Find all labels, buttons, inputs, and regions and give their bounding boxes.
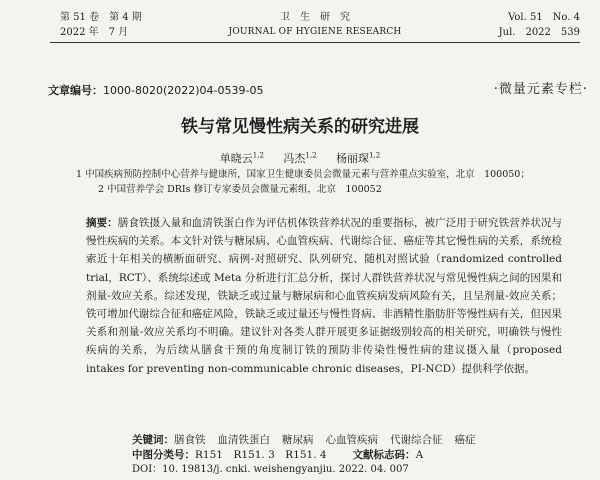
issue-date: 2022 年 7 月 bbox=[60, 27, 129, 38]
doi-label: DOI： bbox=[132, 464, 163, 475]
abstract bbox=[86, 214, 562, 378]
doi bbox=[132, 462, 580, 478]
column-tag: ·微量元素专栏· bbox=[493, 82, 588, 97]
classification-value: R151 R151. 3 R151. 4 bbox=[195, 449, 327, 461]
article-number bbox=[48, 82, 263, 98]
keywords-label: 关键词： bbox=[132, 434, 174, 446]
classification-label: 中图分类号： bbox=[132, 449, 195, 461]
doc-code-value: A bbox=[415, 449, 424, 461]
keyword: 糖尿病 bbox=[282, 434, 314, 446]
article-number-label: 文章编号： bbox=[48, 84, 103, 97]
affiliation: 1 中国疾病预防控制中心营养与健康所，国家卫生健康委员会微量元素与营养重点实验室，北京 100050； bbox=[76, 169, 530, 180]
abstract-label: 摘要： bbox=[86, 217, 118, 229]
author: 冯杰$^{1,2}$ bbox=[283, 151, 317, 165]
doc-code-label: 文献标志码： bbox=[352, 449, 416, 461]
vol-no: Vol. 51 No. 4 bbox=[508, 12, 580, 23]
author: 单晓云$^{1,2}$ bbox=[219, 151, 264, 165]
author-list bbox=[0, 150, 600, 166]
header-right bbox=[499, 10, 580, 40]
journal-title-en: JOURNAL OF HYGIENE RESEARCH bbox=[228, 27, 402, 37]
keyword: 膳食铁 bbox=[174, 434, 206, 446]
article-title: 铁与常见慢性病关系的研究进展 bbox=[181, 117, 419, 137]
keyword: 癌症 bbox=[454, 434, 476, 446]
month-page: Jul. 2022 539 bbox=[498, 27, 580, 38]
running-header bbox=[50, 10, 580, 50]
article-number-value: 1000-8020(2022)04-0539-05 bbox=[103, 84, 264, 97]
keywords bbox=[132, 432, 580, 448]
volume-issue: 第 51 卷 第 4 期 bbox=[60, 12, 142, 23]
abstract-text: 膳食铁摄入量和血清铁蛋白作为评估机体铁营养状况的重要指标，被广泛用于研究铁营养状况与慢性疾病的关系。本文针对铁与糖尿病、心血管疾病、代谢综合征、癌症等其它慢性病的关系，系统检索近十年相关的横断面研究、病例-对照研究、队列研究、随机对照试验（randomized controlled trial，RCT）、系统综述或 Meta 分析进行汇总分析，探讨人群铁营养状况与常见慢性病之间的因果和剂量-效应关系。综述发现，铁缺乏或过量与糖尿病和心血管疾病发病风险有关，且呈剂量-效应关系；铁可增加代谢综合征和癌症风险，铁缺乏或过量还与慢性肾病、非酒精性脂肪肝等慢性病有关，但因果关系和剂量-效应关系均不明确。建议针对各类人群开展更多证据级别较高的相关研究，明确铁与慢性疾病的关系，为后续从膳食干预的角度制订铁的预防非传染性慢性病的建议摄入量（proposed intakes for preventing non-communicable chronic diseases，PI-NCD）提供科学依据。 bbox=[86, 217, 563, 375]
doi-value: 10. 19813/j. cnki. weishengyanjiu. 2022. 04. 007 bbox=[162, 464, 409, 475]
keyword: 代谢综合征 bbox=[390, 434, 443, 446]
affiliation: 2 中国营养学会 DRIs 修订专家委员会微量元素组，北京 100052 bbox=[98, 184, 382, 195]
classification bbox=[132, 447, 580, 463]
keyword: 心血管疾病 bbox=[325, 434, 378, 446]
journal-title-cn: 卫 生 研 究 bbox=[280, 12, 350, 23]
header-rule bbox=[50, 42, 580, 43]
keyword: 血清铁蛋白 bbox=[217, 434, 270, 446]
author: 杨丽琛$^{1,2}$ bbox=[336, 151, 381, 165]
